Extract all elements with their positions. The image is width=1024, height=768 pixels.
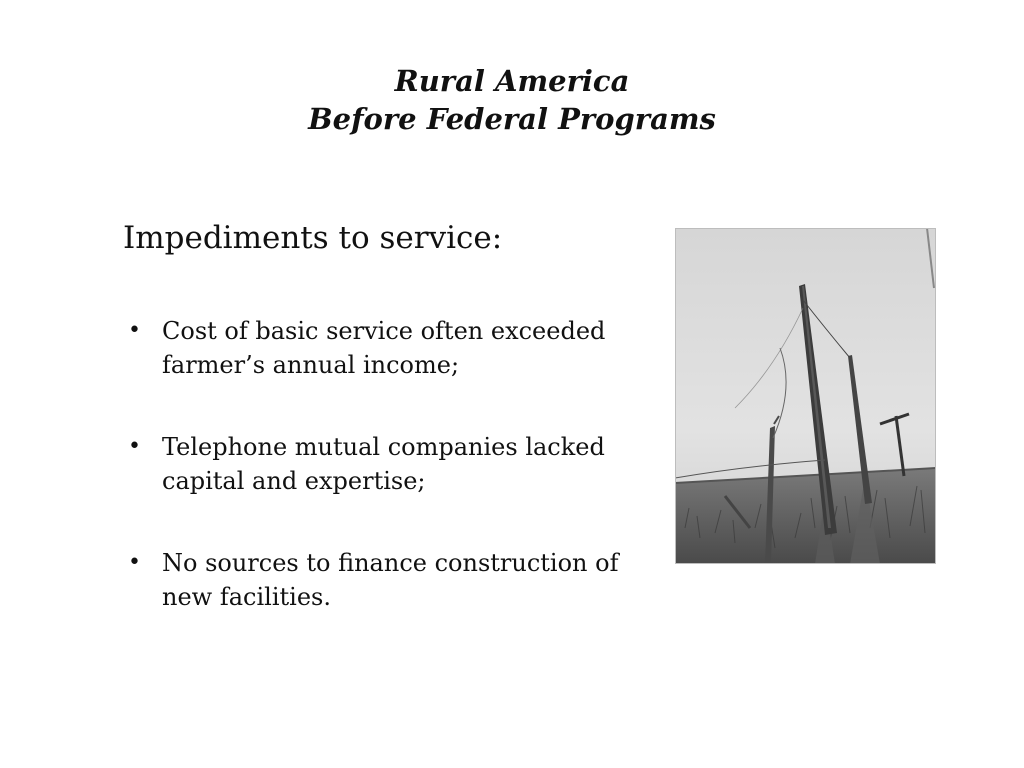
bullet-item	[128, 430, 648, 498]
bullet-text-line: Telephone mutual companies lacked	[162, 433, 605, 461]
bullet-item	[128, 314, 648, 382]
bullet-list	[128, 314, 648, 662]
subheading: Impediments to service:	[123, 220, 503, 256]
bullet-item	[128, 546, 648, 614]
bullet-point-icon: •	[128, 434, 141, 459]
telephone-poles-photo-image	[675, 228, 936, 564]
bullet-point-icon: •	[128, 318, 141, 343]
title-line-2: Before Federal Programs	[308, 102, 716, 136]
bullet-text-line: new facilities.	[162, 583, 331, 611]
bullet-text-line: No sources to finance construction of	[162, 549, 619, 577]
title-line-1: Rural America	[394, 64, 630, 98]
slide-title	[0, 62, 1024, 138]
bullet-text-line: capital and expertise;	[162, 467, 426, 495]
telephone-poles-photo	[675, 228, 936, 564]
bullet-text-line: farmer’s annual income;	[162, 351, 460, 379]
bullet-point-icon: •	[128, 550, 141, 575]
bullet-text-line: Cost of basic service often exceeded	[162, 317, 606, 345]
